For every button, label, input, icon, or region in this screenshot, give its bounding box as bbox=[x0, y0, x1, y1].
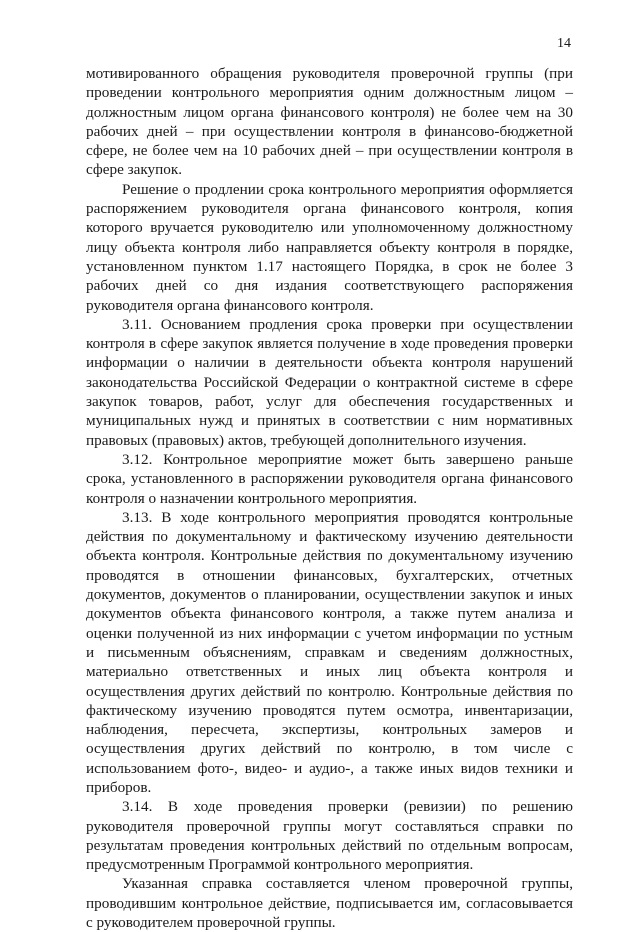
paragraph-3-13: 3.13. В ходе контрольного мероприятия проводятся контрольные действия по документальному и фактическому изучению деятельности объекта контроля. Контрольные действия по документальному изучению проводятся в отношении финансовых, бухгалтерских, отчетных документов, документов о планировании, осуществлении закупок и иных документов объекта финансового контроля, а также путем анализа и оценки полученной из них информации с учетом информации по устным и письменным объяснениям, справкам и сведениям должностных, материально ответственных и иных лиц объекта контроля и осуществления других действий по контролю. Контрольные действия по фактическому изучению проводятся путем осмотра, инвентаризации, наблюдения, пересчета, экспертизы, контрольных замеров и осуществления других действий по контролю, в том числе с использованием фото-, видео- и аудио-, а также иных видов техники и приборов. bbox=[86, 508, 573, 796]
paragraph-extension-decision: Решение о продлении срока контрольного мероприятия оформляется распоряжением руководителя органа финансового контроля, копия которого вручается руководителю или уполномоченному должностному лицу объекта контроля либо направляется объекту контроля в порядке, установленном пунктом 1.17 настоящего Порядка, в срок не более 3 рабочих дней со дня издания соответствующего распоряжения руководителя органа финансового контроля. bbox=[86, 180, 573, 314]
paragraph-3-12: 3.12. Контрольное мероприятие может быть завершено раньше срока, установленного в распоряжении руководителя органа финансового контроля о назначении контрольного мероприятия. bbox=[86, 450, 573, 507]
page-number: 14 bbox=[557, 36, 571, 51]
paragraph-3-14: 3.14. В ходе проведения проверки (ревизии) по решению руководителя проверочной группы могут составляться справки по результатам проведения контрольных действий по отдельным вопросам, предусмотренным Программой контрольного мероприятия. bbox=[86, 798, 573, 874]
paragraph-3-11: 3.11. Основанием продления срока проверки при осуществлении контроля в сфере закупок является получение в ходе проведения проверки информации о наличии в деятельности объекта контроля нарушений законодательства Российской Федерации о контрактной системе в сфере закупок товаров, работ, услуг для обеспечения государственных и муниципальных нужд и принятых в соответствии с ним нормативных правовых (правовых) актов, требующей дополнительного изучения. bbox=[86, 315, 573, 449]
document-body bbox=[86, 64, 573, 932]
paragraph-reference-note: Указанная справка составляется членом проверочной группы, проводившим контрольное действие, подписывается им, согласовывается с руководителем проверочной группы. bbox=[86, 875, 573, 932]
paragraph-continuation: мотивированного обращения руководителя проверочной группы (при проведении контрольного мероприятия одним должностным лицом – должностным лицом органа финансового контроля) не более чем на 30 рабочих дней – при осуществлении контроля в финансово-бюджетной сфере, не более чем на 10 рабочих дней – при осуществлении контроля в сфере закупок. bbox=[86, 65, 573, 179]
